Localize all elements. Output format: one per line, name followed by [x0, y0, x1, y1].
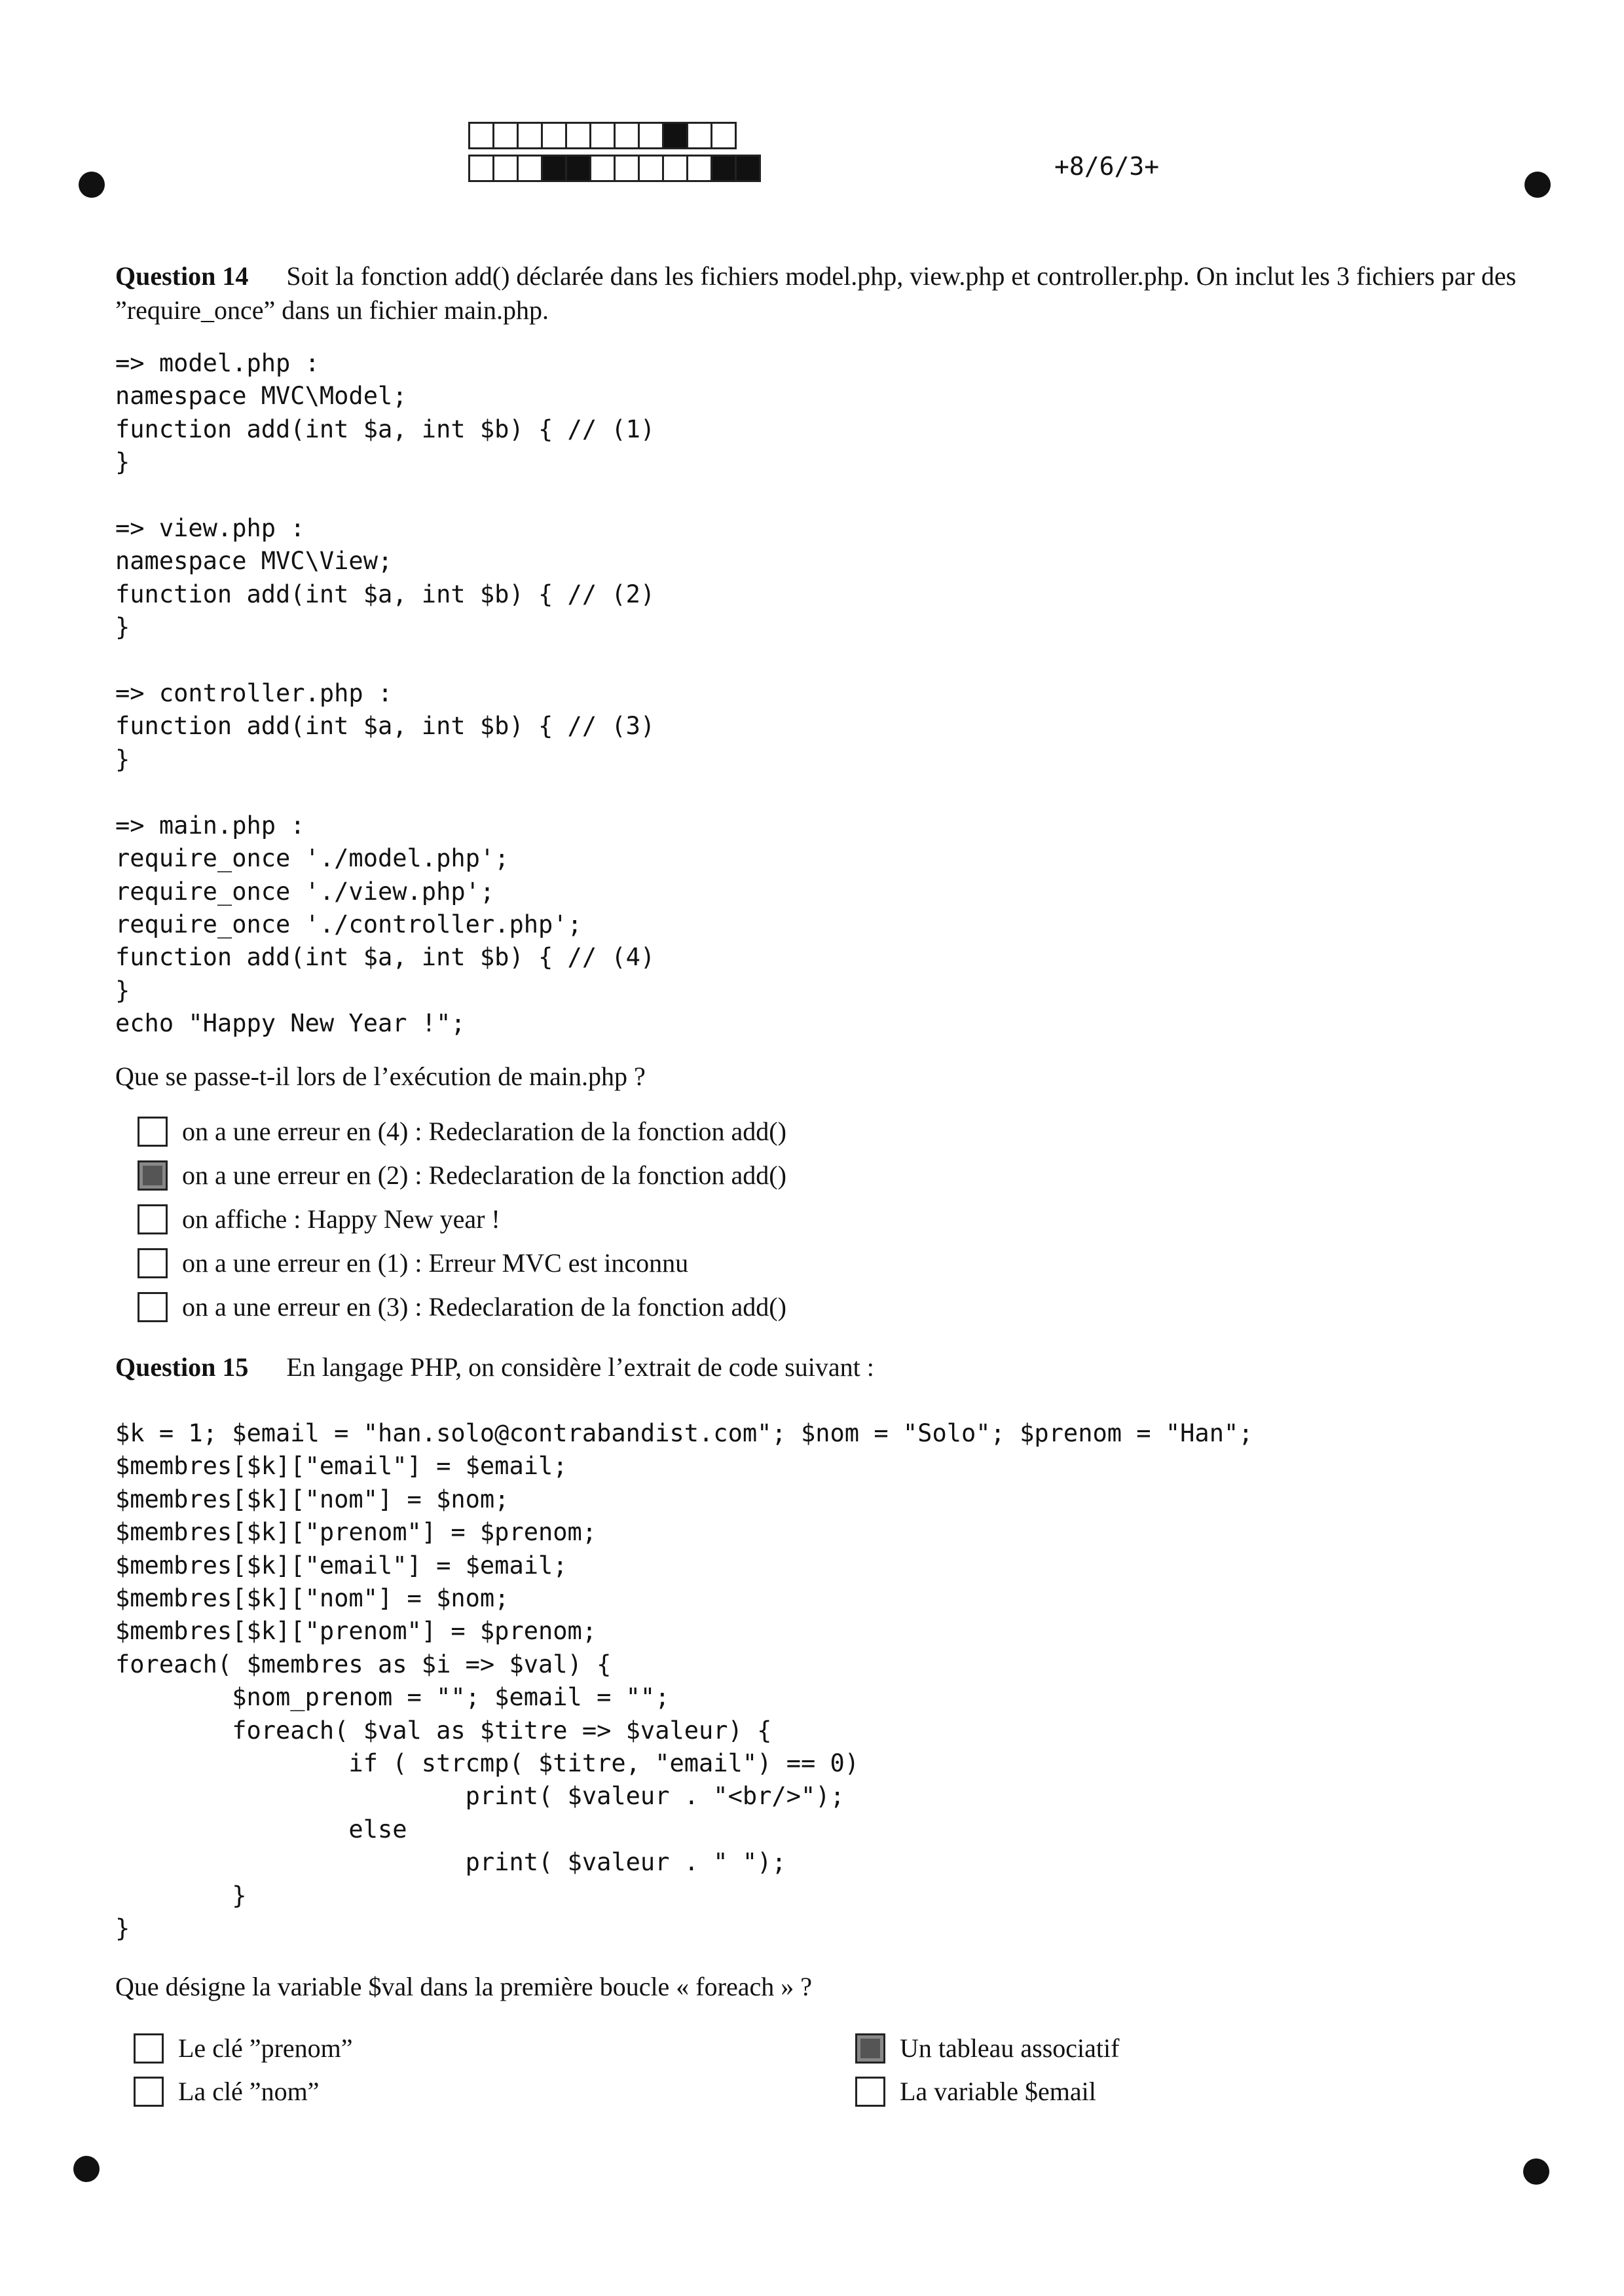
question-text: En langage PHP, on considère l’extrait de code suivant : — [286, 1352, 874, 1382]
code-cell-empty — [589, 155, 616, 182]
id-code-grid-row-1 — [470, 122, 737, 149]
code-block-q14: => model.php : namespace MVC\Model; function add(int $a, int $b) { // (1) } => view.php : namespace MVC\View; function add(int $a, int $b) { // (2) } => controller.php : function add(int $a, int $b) { // (3) } => main.php : require_once './model.php'; require_once './view.php'; require_once './controller.php'; function add(int $a, int $b) { // (4) } echo "Happy New Year !"; — [115, 349, 655, 1038]
code-cell-filled — [541, 155, 567, 182]
answer-option-q15-4[interactable] — [855, 2076, 1096, 2107]
page-id: +8/6/3+ — [1054, 152, 1160, 181]
checkbox[interactable] — [138, 1117, 168, 1147]
id-code-grid-row-2 — [470, 155, 761, 182]
answer-option-q15-2[interactable] — [134, 2076, 319, 2107]
code-cell-empty — [492, 122, 519, 149]
registration-mark-bottom-right — [1523, 2158, 1549, 2185]
question-prompt-q15: Que désigne la variable $val dans la première boucle « foreach » ? — [115, 1972, 812, 2001]
code-cell-filled — [735, 155, 761, 182]
code-cell-empty — [517, 155, 543, 182]
code-cell-empty — [589, 122, 616, 149]
question-label: Question 14 — [115, 261, 249, 291]
checkbox-checked[interactable] — [138, 1160, 168, 1191]
answer-label: Un tableau associatif — [900, 2033, 1120, 2063]
code-block-q15: $k = 1; $email = "han.solo@contrabandist.com"; $nom = "Solo"; $prenom = "Han"; $membres[$k]["email"] = $email; $membres[$k]["nom"] = $nom; $membres[$k]["prenom"] = $prenom; $membres[$k]["email"] = $email; $membres[$k]["nom"] = $nom; $membres[$k]["prenom"] = $prenom; foreach( $membres as $i => $val) { $nom_prenom = ""; $email = ""; foreach( $val as $titre => $valeur) { if ( strcmp( $titre, "email") == 0) print( $valeur . "<br/>"); else print( $valeur . " "); } } — [115, 1419, 1253, 1943]
answer-option-q15-1[interactable] — [134, 2033, 353, 2064]
answer-label: on a une erreur en (4) : Redeclaration de la fonction add() — [182, 1117, 786, 1146]
answer-label: on affiche : Happy New year ! — [182, 1204, 500, 1234]
code-cell-empty — [710, 122, 737, 149]
answer-option-q14-5[interactable] — [138, 1291, 786, 1322]
question-15 — [115, 1350, 1536, 1384]
checkbox[interactable] — [134, 2033, 164, 2064]
answer-label: on a une erreur en (3) : Redeclaration de la fonction add() — [182, 1292, 786, 1322]
answer-option-q14-3[interactable] — [138, 1204, 500, 1234]
question-label: Question 15 — [115, 1352, 249, 1382]
code-cell-empty — [614, 155, 640, 182]
answer-label: on a une erreur en (1) : Erreur MVC est inconnu — [182, 1248, 689, 1278]
code-cell-empty — [517, 122, 543, 149]
checkbox[interactable] — [138, 1292, 168, 1322]
checkbox[interactable] — [134, 2077, 164, 2107]
code-cell-empty — [662, 155, 688, 182]
question-14 — [115, 259, 1536, 327]
answer-option-q14-2[interactable] — [138, 1160, 786, 1191]
answer-label: La variable $email — [900, 2077, 1096, 2106]
code-cell-empty — [565, 122, 591, 149]
checkbox[interactable] — [138, 1248, 168, 1278]
code-cell-empty — [468, 155, 494, 182]
code-cell-empty — [614, 122, 640, 149]
answer-option-q15-3[interactable] — [855, 2033, 1119, 2064]
question-prompt-q14: Que se passe-t-il lors de l’exécution de main.php ? — [115, 1062, 646, 1091]
checkbox[interactable] — [138, 1204, 168, 1234]
registration-mark-bottom-left — [73, 2156, 100, 2182]
registration-mark-top-left — [79, 172, 105, 198]
code-cell-filled — [710, 155, 737, 182]
code-cell-empty — [638, 155, 664, 182]
answer-label: on a une erreur en (2) : Redeclaration de la fonction add() — [182, 1160, 786, 1190]
question-text: Soit la fonction add() déclarée dans les fichiers model.php, view.php et controller.php. On inclut les 3 fichiers par des ”require_once” dans un fichier main.php. — [115, 261, 1517, 325]
answer-label: Le clé ”prenom” — [178, 2033, 353, 2063]
code-cell-empty — [541, 122, 567, 149]
code-cell-empty — [638, 122, 664, 149]
registration-mark-top-right — [1524, 172, 1551, 198]
code-cell-empty — [492, 155, 519, 182]
code-cell-filled — [565, 155, 591, 182]
answer-option-q14-1[interactable] — [138, 1116, 786, 1147]
code-cell-empty — [468, 122, 494, 149]
checkbox-checked[interactable] — [855, 2033, 885, 2064]
code-cell-filled — [662, 122, 688, 149]
code-cell-empty — [686, 155, 712, 182]
answer-option-q14-4[interactable] — [138, 1248, 688, 1278]
answer-label: La clé ”nom” — [178, 2077, 320, 2106]
checkbox[interactable] — [855, 2077, 885, 2107]
code-cell-empty — [686, 122, 712, 149]
